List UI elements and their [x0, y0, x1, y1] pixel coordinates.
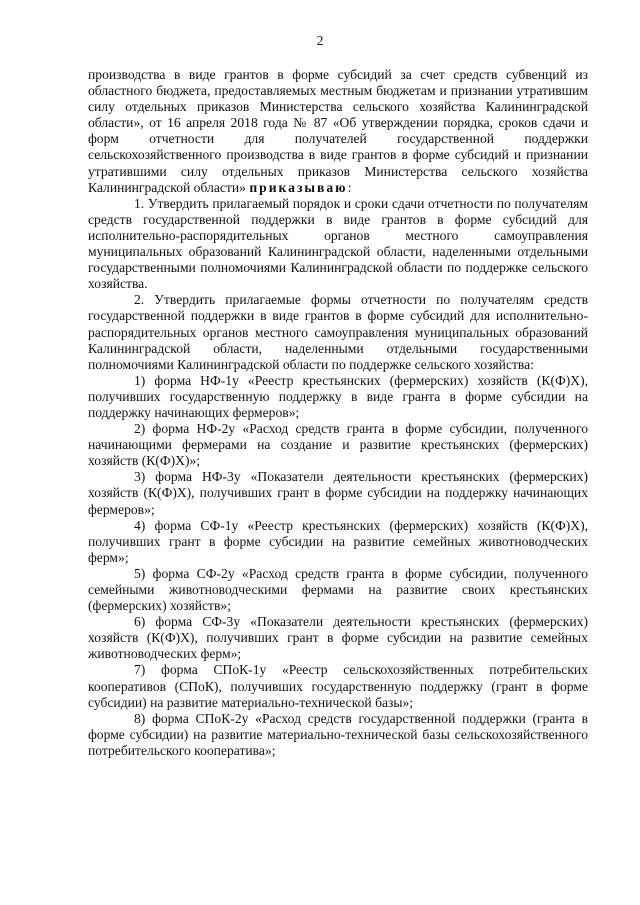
form-item-8: 8) форма СПоК-2у «Расход средств государственной поддержки (гранта в форме субсидии) на развитие материально-технической базы сельскохозяйственного потребительского кооператива»;: [88, 710, 588, 758]
preamble-text: производства в виде грантов в форме субсидий за счет средств субвенций из областного бюджета, предоставляемых местным бюджетам и признании утратившим силу отдельных приказов Министерства сельского хозяйства Калининградской области», от 16 апреля 2018 года № 87 «Об утверждении порядка, сроков сдачи и форм отчетности для получателей государственной поддержки сельскохозяйственного производства в виде грантов в форме субсидий и признании утратившими силу отдельных приказов Министерства сельского хозяйства Калининградской области»: [88, 67, 588, 195]
clause-2: 2. Утвердить прилагаемые формы отчетности по получателям средств государственной поддержки в виде грантов в форме субсидий для исполнительно-распорядительных органов местного самоуправления муниципальных образований Калининградской области, наделенными отдельными государственными полномочиями Калининградской области по поддержке сельского хозяйства:: [88, 292, 588, 372]
form-item-2: 2) форма НФ-2у «Расход средств гранта в форме субсидии, полученного начинающими фермерами на создание и развитие крестьянских (фермерских) хозяйств (К(Ф)Х)»;: [88, 421, 588, 469]
form-item-6: 6) форма СФ-3у «Показатели деятельности крестьянских (фермерских) хозяйств (К(Ф)Х), получивших грант в форме субсидии на развитие семейных животноводческих ферм»;: [88, 614, 588, 662]
form-item-4: 4) форма СФ-1у «Реестр крестьянских (фермерских) хозяйств (К(Ф)Х), получивших грант в форме субсидии на развитие семейных животноводческих ферм»;: [88, 517, 588, 565]
form-item-1: 1) форма НФ-1у «Реестр крестьянских (фермерских) хозяйств (К(Ф)Х), получивших государственную поддержку в виде гранта в форме субсидии на поддержку начинающих фермеров»;: [88, 372, 588, 420]
form-item-7: 7) форма СПоК-1у «Реестр сельскохозяйственных потребительских кооперативов (СПоК), получивших государственную поддержку (грант в форме субсидии) на развитие материально-технической базы»;: [88, 662, 588, 710]
page-number: 2: [316, 33, 324, 48]
preamble-tail: :: [347, 179, 352, 195]
form-item-5: 5) форма СФ-2у «Расход средств гранта в форме субсидии, полученного семейными животноводческими фермами на развитие своих крестьянских (фермерских) хозяйств»;: [88, 565, 588, 614]
preamble-paragraph: [88, 67, 588, 196]
document-body: [88, 67, 588, 759]
form-item-3: 3) форма НФ-3у «Показатели деятельности крестьянских (фермерских) хозяйств (К(Ф)Х), получивших грант в форме субсидии на поддержку начинающих фермеров»;: [88, 469, 588, 517]
order-keyword: приказываю: [249, 179, 348, 195]
clause-1: 1. Утвердить прилагаемый порядок и сроки сдачи отчетности по получателям средств государственной поддержки в виде грантов в форме субсидий для исполнительно-распорядительных органов местного самоуправления муниципальных образований Калининградской области, наделенными отдельными государственными полномочиями Калининградской области по поддержке сельского хозяйства.: [88, 195, 588, 292]
